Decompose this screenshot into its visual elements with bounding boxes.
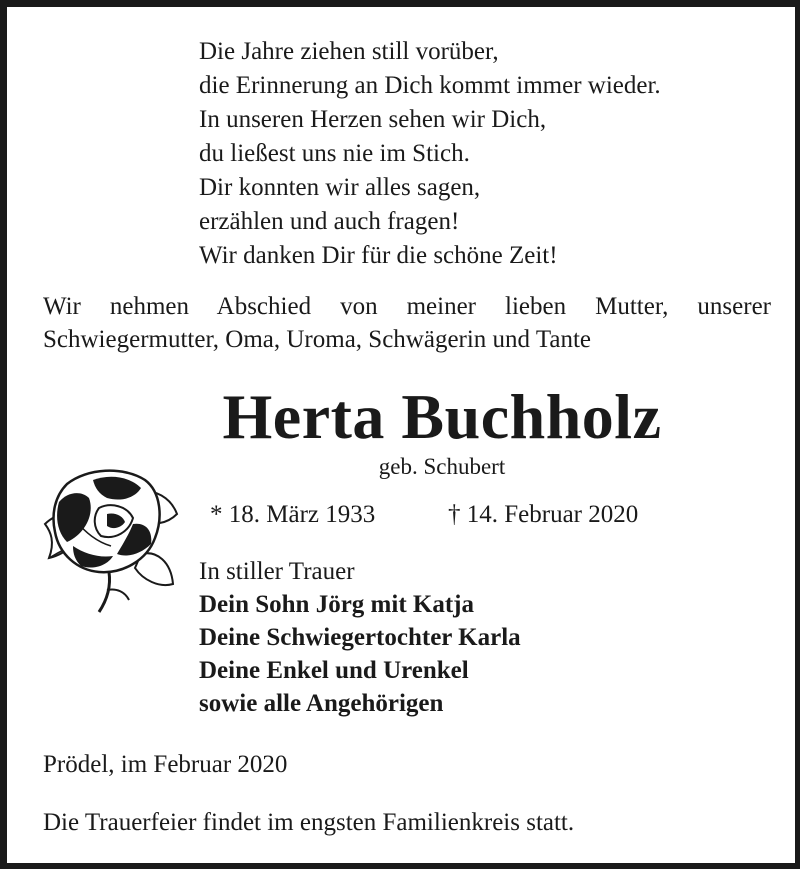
- mourner-name: Dein Sohn Jörg mit Katja: [199, 591, 474, 618]
- poem-line: In unseren Herzen sehen wir Dich,: [199, 106, 547, 133]
- birth-date: * 18. März 1933: [210, 501, 376, 528]
- farewell-intro: [43, 290, 771, 356]
- poem-line: erzählen und auch fragen!: [199, 208, 460, 235]
- intro-line: Wir nehmen Abschied von meiner lieben Mutter, unserer: [43, 293, 771, 320]
- poem-line: du ließest uns nie im Stich.: [199, 140, 470, 167]
- mourner-name: Deine Schwiegertochter Karla: [199, 624, 521, 651]
- poem-line: die Erinnerung an Dich kommt immer wieder.: [199, 72, 661, 99]
- place-date: Prödel, im Februar 2020: [43, 751, 288, 778]
- poem-line: Dir konnten wir alles sagen,: [199, 174, 481, 201]
- intro-line: Schwiegermutter, Oma, Uroma, Schwägerin und Tante: [43, 326, 592, 353]
- death-date: † 14. Februar 2020: [448, 501, 639, 528]
- mourner-name: Deine Enkel und Urenkel: [199, 657, 469, 684]
- birth-name: geb. Schubert: [378, 454, 506, 479]
- mourning-heading: In stiller Trauer: [199, 558, 355, 585]
- mourners-list: [199, 555, 521, 720]
- poem-line: Die Jahre ziehen still vorüber,: [199, 38, 499, 65]
- memorial-poem: [199, 35, 661, 273]
- poem-line: Wir danken Dir für die schöne Zeit!: [199, 242, 558, 269]
- ceremony-note: Die Trauerfeier findet im engsten Familienkreis statt.: [43, 809, 575, 836]
- deceased-name: Herta Buchholz: [222, 381, 662, 452]
- mourner-name: sowie alle Angehörigen: [199, 690, 444, 717]
- rose-icon: [37, 462, 187, 617]
